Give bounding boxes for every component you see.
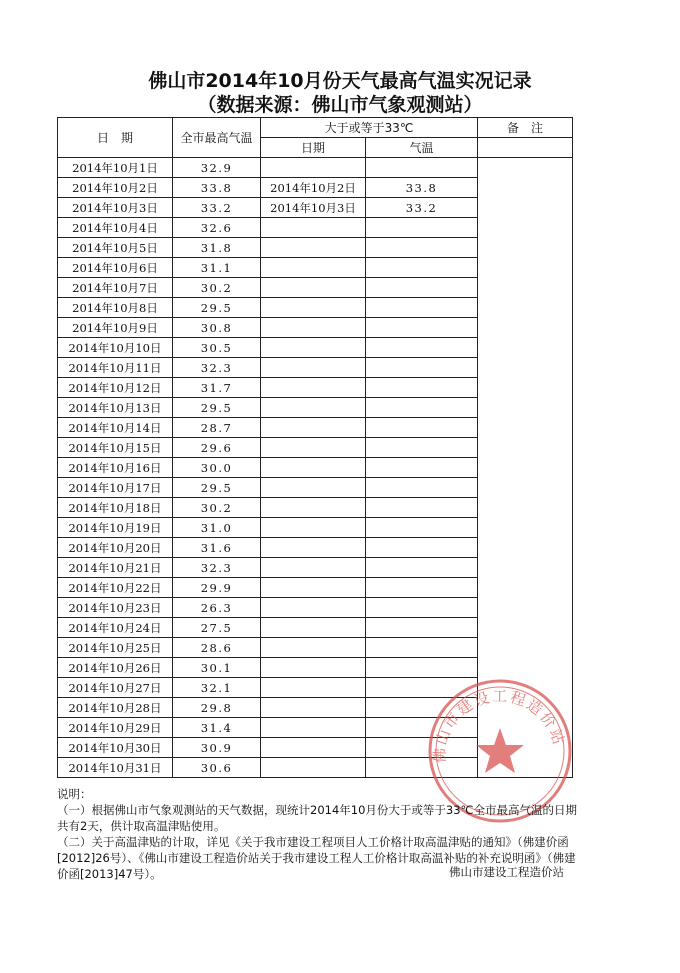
row-temp: 33.8 [173,178,261,198]
row-hot-date [261,658,366,678]
row-hot-temp [366,278,478,298]
row-hot-date [261,718,366,738]
row-temp: 30.2 [173,278,261,298]
row-hot-date [261,378,366,398]
row-temp: 32.6 [173,218,261,238]
document-title: 佛山市2014年10月份天气最高气温实况记录 [148,70,532,92]
row-hot-temp [366,498,478,518]
row-date: 2014年10月8日 [58,298,173,318]
row-hot-temp [366,518,478,538]
row-hot-date [261,358,366,378]
row-hot-temp [366,478,478,498]
row-date: 2014年10月3日 [58,198,173,218]
row-date: 2014年10月16日 [58,458,173,478]
header-remarks: 备 注 [478,118,573,138]
row-hot-temp [366,218,478,238]
row-hot-temp: 33.2 [366,198,478,218]
row-hot-temp [366,658,478,678]
row-hot-date [261,758,366,778]
row-hot-date: 2014年10月3日 [261,198,366,218]
row-hot-date [261,698,366,718]
row-hot-date [261,518,366,538]
row-hot-temp [366,338,478,358]
row-hot-temp [366,158,478,178]
row-hot-date [261,158,366,178]
row-date: 2014年10月14日 [58,418,173,438]
row-temp: 29.5 [173,398,261,418]
row-hot-temp [366,598,478,618]
row-temp: 30.1 [173,658,261,678]
row-date: 2014年10月4日 [58,218,173,238]
row-hot-temp [366,378,478,398]
row-temp: 31.4 [173,718,261,738]
row-hot-temp [366,398,478,418]
row-hot-date [261,598,366,618]
header-sub-date: 日期 [261,138,366,158]
row-hot-date [261,578,366,598]
row-hot-date [261,678,366,698]
row-temp: 31.7 [173,378,261,398]
document-subtitle: （数据来源：佛山市气象观测站） [197,94,483,116]
row-hot-date [261,298,366,318]
row-temp: 26.3 [173,598,261,618]
row-date: 2014年10月30日 [58,738,173,758]
row-date: 2014年10月27日 [58,678,173,698]
row-hot-temp [366,318,478,338]
row-temp: 31.1 [173,258,261,278]
row-hot-date [261,318,366,338]
row-hot-temp [366,298,478,318]
row-temp: 30.6 [173,758,261,778]
row-date: 2014年10月23日 [58,598,173,618]
row-hot-date [261,478,366,498]
row-hot-temp [366,438,478,458]
header-date: 日 期 [58,118,173,158]
row-date: 2014年10月15日 [58,438,173,458]
row-hot-temp [366,618,478,638]
row-date: 2014年10月22日 [58,578,173,598]
notes-item-2: （二）关于高温津贴的计取，详见《关于我市建设工程项目人工价格计取高温津贴的通知》（佛建价函[2012]26号）、《佛山市建设工程造价站关于我市建设工程人工价格计取高温补贴的补充说明函》（佛建价函[2013]47号）。 [57,835,576,881]
seal-star-icon [476,728,524,773]
row-hot-temp [366,418,478,438]
row-date: 2014年10月26日 [58,658,173,678]
row-temp: 32.3 [173,558,261,578]
row-hot-temp [366,238,478,258]
row-date: 2014年10月21日 [58,558,173,578]
row-temp: 30.9 [173,738,261,758]
table-row [58,158,573,178]
row-temp: 28.6 [173,638,261,658]
row-date: 2014年10月7日 [58,278,173,298]
row-date: 2014年10月28日 [58,698,173,718]
row-date: 2014年10月29日 [58,718,173,738]
row-date: 2014年10月6日 [58,258,173,278]
row-hot-date [261,558,366,578]
row-date: 2014年10月25日 [58,638,173,658]
row-date: 2014年10月13日 [58,398,173,418]
row-temp: 30.8 [173,318,261,338]
row-temp: 30.5 [173,338,261,358]
row-temp: 29.5 [173,478,261,498]
issuer-signature: 佛山市建设工程造价站 [449,865,564,879]
row-temp: 32.3 [173,358,261,378]
row-date: 2014年10月31日 [58,758,173,778]
row-hot-date [261,738,366,758]
row-date: 2014年10月5日 [58,238,173,258]
row-hot-date [261,418,366,438]
row-temp: 31.8 [173,238,261,258]
row-hot-temp: 33.8 [366,178,478,198]
row-date: 2014年10月20日 [58,538,173,558]
row-date: 2014年10月10日 [58,338,173,358]
row-hot-temp [366,258,478,278]
row-hot-date [261,258,366,278]
row-hot-temp [366,558,478,578]
row-date: 2014年10月24日 [58,618,173,638]
header-citywide-max: 全市最高气温 [173,118,261,158]
row-temp: 28.7 [173,418,261,438]
row-temp: 30.0 [173,458,261,478]
row-temp: 27.5 [173,618,261,638]
row-hot-date [261,458,366,478]
row-temp: 32.9 [173,158,261,178]
row-hot-temp [366,458,478,478]
row-hot-temp [366,538,478,558]
row-hot-date [261,638,366,658]
row-hot-date [261,618,366,638]
row-date: 2014年10月2日 [58,178,173,198]
row-temp: 30.2 [173,498,261,518]
row-date: 2014年10月9日 [58,318,173,338]
row-hot-temp [366,578,478,598]
header-sub-temp: 气温 [366,138,478,158]
row-temp: 29.5 [173,298,261,318]
row-hot-date [261,498,366,518]
row-date: 2014年10月1日 [58,158,173,178]
row-hot-date [261,538,366,558]
row-temp: 33.2 [173,198,261,218]
row-date: 2014年10月17日 [58,478,173,498]
row-date: 2014年10月11日 [58,358,173,378]
row-temp: 31.6 [173,538,261,558]
notes-heading: 说明： [57,787,92,801]
row-hot-temp [366,358,478,378]
row-date: 2014年10月19日 [58,518,173,538]
notes-item-1: （一）根据佛山市气象观测站的天气数据，现统计2014年10月份大于或等于33℃全市最高气温的日期共有2天，供计取高温津贴使用。 [57,803,577,833]
header-remarks-spacer [478,138,573,158]
row-hot-date [261,398,366,418]
row-temp: 32.1 [173,678,261,698]
row-date: 2014年10月12日 [58,378,173,398]
row-hot-date [261,278,366,298]
row-hot-date [261,438,366,458]
row-temp: 29.6 [173,438,261,458]
header-above-33: 大于或等于33℃ [261,118,478,138]
row-date: 2014年10月18日 [58,498,173,518]
row-hot-date [261,338,366,358]
row-hot-date [261,218,366,238]
seal-text: 佛山市建设工程造价站 [430,687,569,764]
row-temp: 31.0 [173,518,261,538]
row-temp: 29.8 [173,698,261,718]
row-temp: 29.9 [173,578,261,598]
row-hot-date [261,238,366,258]
row-hot-date: 2014年10月2日 [261,178,366,198]
row-hot-temp [366,638,478,658]
